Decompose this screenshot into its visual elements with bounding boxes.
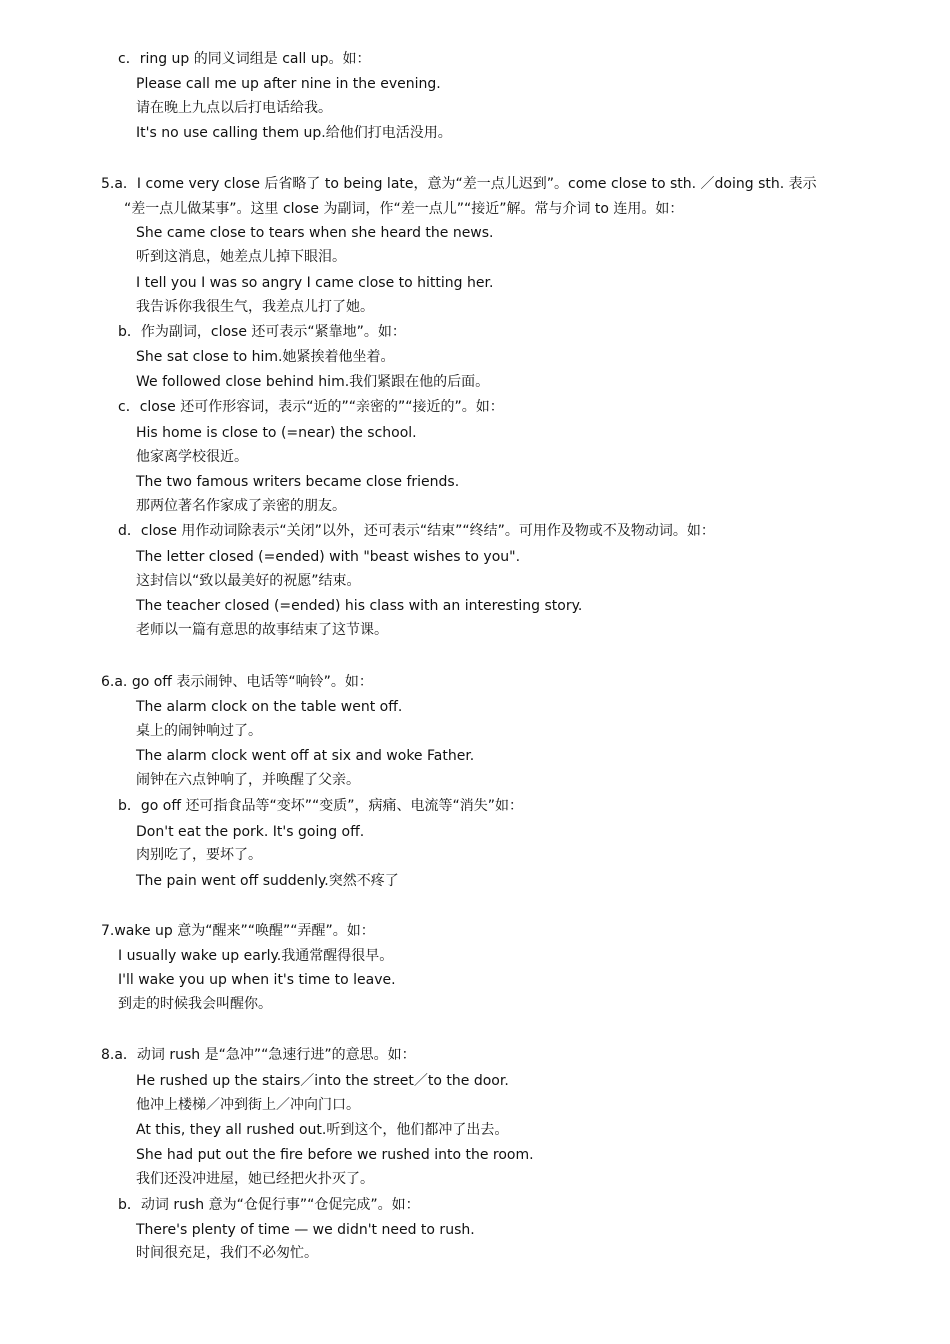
example-zh: 听到这消息，她差点儿掉下眼泪。	[136, 249, 346, 265]
example-zh: 请在晚上九点以后打电话给我。	[136, 100, 332, 116]
item-5a-heading: 5.a．I come very close 后省略了 to being late，意为“差一点儿迟到”。come close to sth. ／doing sth. 表示	[101, 176, 817, 192]
item-6b-heading: b．go off 还可指食品等“变坏”“变质”，病痛、电流等“消失”如：	[118, 798, 523, 814]
example-zh: 我告诉你我很生气，我差点儿打了她。	[136, 299, 374, 315]
example-en: At this, they all rushed out.听到这个，他们都冲了出去。	[136, 1122, 509, 1138]
example-zh: 他家离学校很近。	[136, 449, 248, 465]
example-en: He rushed up the stairs／into the street／to the door.	[136, 1073, 509, 1089]
item-8a-heading: 8.a．动词 rush 是“急冲”“急速行进”的意思。如：	[101, 1047, 416, 1063]
item-4c-heading: c．ring up 的同义词组是 call up。如：	[118, 51, 371, 67]
example-en: The two famous writers became close friends.	[136, 474, 460, 490]
example-en: The pain went off suddenly.突然不疼了	[136, 873, 399, 889]
example-zh: 时间很充足，我们不必匆忙。	[136, 1245, 318, 1261]
item-5d-heading: d．close 用作动词除表示“关闭”以外，还可表示“结束”“终结”。可用作及物或不及物动词。如：	[118, 523, 715, 539]
example-en: The letter closed (=ended) with "beast wishes to you".	[136, 549, 521, 565]
item-5b-heading: b．作为副词，close 还可表示“紧靠地”。如：	[118, 324, 406, 340]
example-en: I tell you I was so angry I came close to hitting her.	[136, 275, 494, 291]
example-en: The alarm clock on the table went off.	[136, 699, 403, 715]
example-en: Don't eat the pork. It's going off.	[136, 824, 365, 840]
example-en: It's no use calling them up.给他们打电活没用。	[136, 125, 452, 141]
example-en: Please call me up after nine in the evening.	[136, 76, 441, 92]
item-6a-heading: 6.a. go off 表示闹钟、电话等“响铃”。如：	[101, 674, 373, 690]
example-zh: 我们还没冲进屋，她已经把火扑灭了。	[136, 1171, 374, 1187]
example-en: The teacher closed (=ended) his class with an interesting story.	[136, 598, 583, 614]
example-zh: 到走的时候我会叫醒你。	[118, 996, 272, 1012]
example-zh: 这封信以“致以最美好的祝愿”结束。	[136, 573, 361, 589]
example-en: I usually wake up early.我通常醒得很早。	[118, 948, 394, 964]
example-zh: 那两位著名作家成了亲密的朋友。	[136, 498, 346, 514]
example-en: His home is close to (=near) the school.	[136, 425, 417, 441]
example-en: She sat close to him.她紧挨着他坐着。	[136, 349, 395, 365]
item-7-heading: 7.wake up 意为“醒来”“唤醒”“弄醒”。如：	[101, 923, 375, 939]
example-zh: 桌上的闹钟响过了。	[136, 723, 262, 739]
example-en: There's plenty of time — we didn't need to rush.	[136, 1222, 475, 1238]
example-en: We followed close behind him.我们紧跟在他的后面。	[136, 374, 490, 390]
item-5a-heading-continued: “差一点儿做某事”。这里 close 为副词，作“差一点儿”“接近”解。常与介词 to 连用。如：	[124, 201, 684, 217]
example-en: She had put out the fire before we rushed into the room.	[136, 1147, 534, 1163]
example-zh: 老师以一篇有意思的故事结束了这节课。	[136, 622, 388, 638]
example-en: She came close to tears when she heard the news.	[136, 225, 494, 241]
example-en: The alarm clock went off at six and woke Father.	[136, 748, 475, 764]
item-5c-heading: c．close 还可作形容词，表示“近的”“亲密的”“接近的”。如：	[118, 399, 504, 415]
example-zh: 他冲上楼梯／冲到街上／冲向门口。	[136, 1097, 360, 1113]
example-zh: 闹钟在六点钟响了，并唤醒了父亲。	[136, 772, 360, 788]
item-8b-heading: b．动词 rush 意为“仓促行事”“仓促完成”。如：	[118, 1197, 420, 1213]
example-zh: 肉别吃了，要坏了。	[136, 847, 262, 863]
example-en: I'll wake you up when it's time to leave.	[118, 972, 396, 988]
